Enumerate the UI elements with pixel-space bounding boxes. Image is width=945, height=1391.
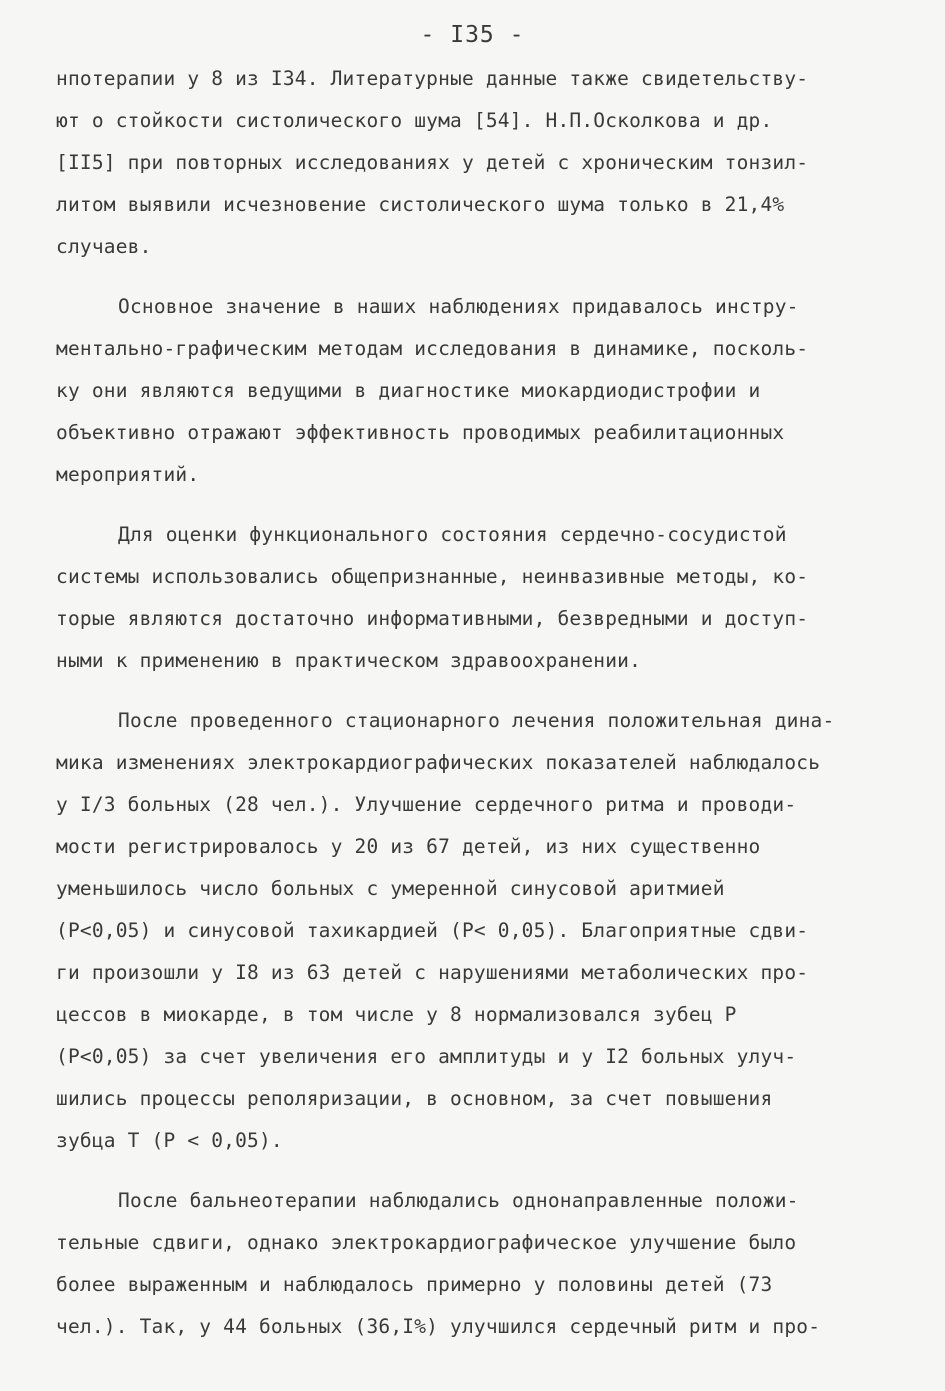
page-number: - I35 - bbox=[420, 22, 525, 48]
text-line: объективно отражают эффективность проводимых реабилитационных bbox=[56, 421, 785, 444]
text-line: мости регистрировалось у 20 из 67 детей, из них существенно bbox=[56, 835, 761, 858]
text-line: ют о стойкости систолического шума [54]. Н.П.Осколкова и др. bbox=[56, 109, 773, 132]
text-line: тельные сдвиги, однако электрокардиографическое улучшение было bbox=[56, 1231, 797, 1254]
text-line: уменьшилось число больных с умеренной синусовой аритмией bbox=[56, 877, 725, 900]
text-line: более выраженным и наблюдалось примерно у половины детей (73 bbox=[56, 1273, 773, 1296]
paragraph bbox=[56, 700, 886, 1162]
text-line: [II5] при повторных исследованиях у детей с хроническим тонзил- bbox=[56, 151, 809, 174]
text-line: системы использовались общепризнанные, неинвазивные методы, ко- bbox=[56, 565, 809, 588]
text-line: ку они являются ведущими в диагностике миокардиодистрофии и bbox=[56, 379, 761, 402]
text-line: торые являются достаточно информативными, безвредными и доступ- bbox=[56, 607, 809, 630]
text-line: мика изменениях электрокардиографических показателей наблюдалось bbox=[56, 751, 821, 774]
text-line: литом выявили исчезновение систолического шума только в 21,4% bbox=[56, 193, 785, 216]
text-line: мероприятий. bbox=[56, 463, 200, 486]
text-line: чел.). Так, у 44 больных (36,I%) улучшился сердечный ритм и про- bbox=[56, 1315, 821, 1338]
text-line: цессов в миокарде, в том числе у 8 нормализовался зубец P bbox=[56, 1003, 737, 1026]
paragraph bbox=[56, 58, 886, 268]
text-line: (P<0,05) и синусовой тахикардией (P< 0,05). Благоприятные сдви- bbox=[56, 919, 809, 942]
body-text bbox=[56, 58, 886, 1348]
text-line: Основное значение в наших наблюдениях придавалось инстру- bbox=[118, 295, 799, 318]
text-line: зубца T (P < 0,05). bbox=[56, 1129, 283, 1152]
text-line: у I/3 больных (28 чел.). Улучшение сердечного ритма и проводи- bbox=[56, 793, 797, 816]
text-line: нпотерапии у 8 из I34. Литературные данные также свидетельству- bbox=[56, 67, 809, 90]
text-line: ными к применению в практическом здравоохранении. bbox=[56, 649, 642, 672]
text-line: случаев. bbox=[56, 235, 152, 258]
text-line: ги произошли у I8 из 63 детей с нарушениями метаболических про- bbox=[56, 961, 809, 984]
paragraph bbox=[56, 514, 886, 682]
text-line: шились процессы реполяризации, в основном, за счет повышения bbox=[56, 1087, 773, 1110]
paragraph bbox=[56, 286, 886, 496]
paragraph bbox=[56, 1180, 886, 1348]
text-line: Для оценки функционального состояния сердечно-сосудистой bbox=[118, 523, 787, 546]
text-line: После бальнеотерапии наблюдались однонаправленные положи- bbox=[118, 1189, 799, 1212]
text-line: (P<0,05) за счет увеличения его амплитуды и у I2 больных улуч- bbox=[56, 1045, 797, 1068]
text-line: ментально-графическим методам исследования в динамике, посколь- bbox=[56, 337, 809, 360]
text-line: После проведенного стационарного лечения положительная дина- bbox=[118, 709, 835, 732]
